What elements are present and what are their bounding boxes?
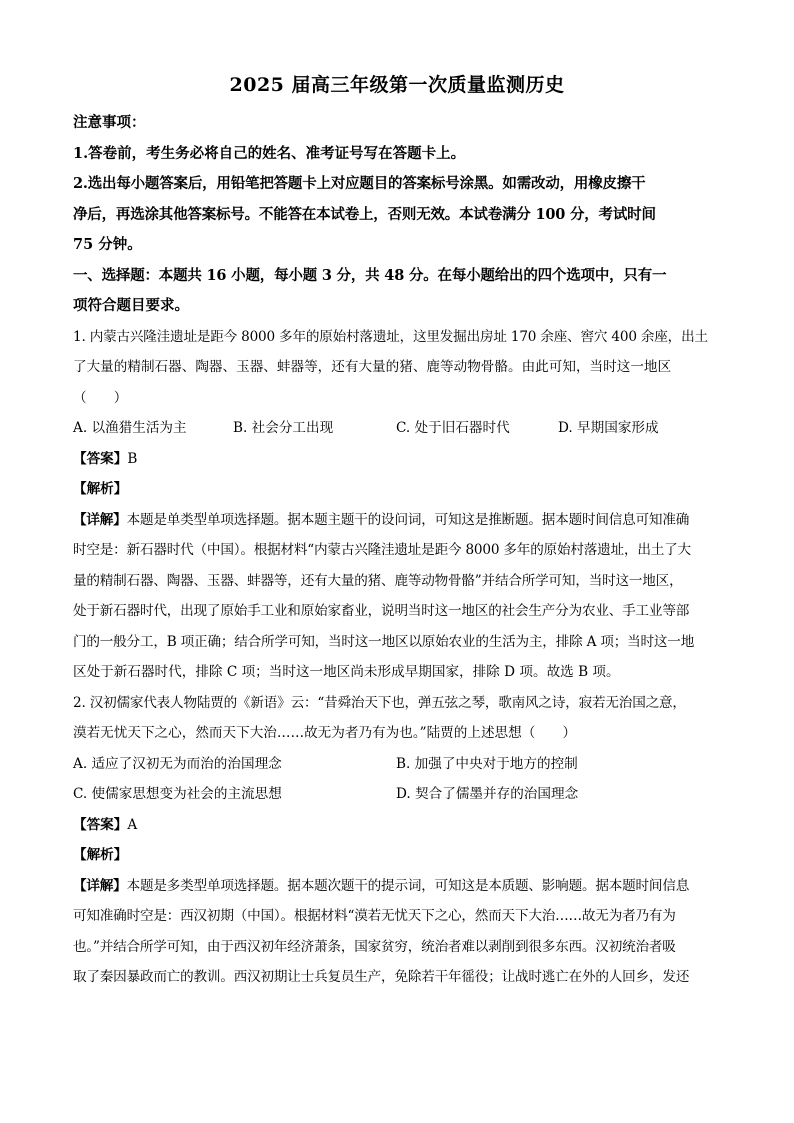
notice-item-2-line-2: 净后，再选涂其他答案标号。不能答在本试卷上，否则无效。本试卷满分 100 分，考试时间 [73,205,656,223]
q1-detail-line-1 [73,505,721,536]
q2-detail-tag: 【详解】 [73,877,127,894]
notice-item-1: 1.答卷前，考生务必将自己的姓名、准考证号写在答题卡上。 [73,144,466,162]
q1-detail-line-6: 区处于新石器时代，排除 C 项；当时这一地区尚未形成早期国家，排除 D 项。故选 B 项。 [73,664,620,680]
q1-analysis-tag: 【解析】 [73,481,128,497]
q2-stem-line-2: 漠若无忧天下之心，然而天下大治……故无为者乃有为也。”陆贾的上述思想（ ） [73,725,577,741]
q2-option-c: C. 使儒家思想变为社会的主流思想 [73,786,282,802]
q1-option-c: C. 处于旧石器时代 [396,420,510,436]
q1-option-b: B. 社会分工出现 [233,420,334,436]
q2-detail-line-3: 也。”并结合所学可知，由于西汉初年经济萧条，国家贫穷，统治者难以剥削到很多东西。汉初统治者吸 [73,938,676,955]
q2-detail-line-2: 可知准确时空是：西汉初期（中国）。根据材料“漠若无忧天下之心，然而天下大治……故无为者乃有为 [73,908,676,924]
section-heading-line-2: 项符合题目要求。 [73,297,189,314]
q1-stem-line-2: 了大量的精制石器、陶器、玉器、蚌器等，还有大量的猪、鹿等动物骨骼。由此可知，当时这一地区 [73,359,672,375]
q1-option-d: D. 早期国家形成 [558,420,659,436]
q2-option-b: B. 加强了中央对于地方的控制 [396,755,578,772]
exam-content [73,108,721,993]
q2-detail-line-4: 取了秦因暴政而亡的教训。西汉初期让士兵复员生产，免除若干年徭役；让战时逃亡在外的人回乡，发还 [73,969,690,985]
q2-answer-value: A [127,816,138,833]
q1-detail-text-1: 本题是单类型单项选择题。据本题主题干的设问词，可知这是推断题。据本题时间信息可知准确 [126,511,690,528]
section-heading-line-1: 一、选择题：本题共 16 小题，每小题 3 分，共 48 分。在每小题给出的四个选项中，只有一 [73,266,667,284]
q1-detail-line-2: 时空是：新石器时代（中国）。根据材料“内蒙古兴隆洼遗址是距今 8000 多年的原始村落遗址，出土了大 [73,542,691,558]
q2-answer [73,810,721,841]
q2-stem-line-1: 2. 汉初儒家代表人物陆贾的《新语》云：“昔舜治天下也，弹五弦之琴，歌南风之诗，寂若无治国之意， [73,694,686,711]
q1-stem-line-3: （ ） [73,389,128,406]
q1-detail-tag: 【详解】 [73,511,127,528]
q1-detail-line-4: 处于新石器时代，出现了原始手工业和原始家畜业，说明当时这一地区的社会生产分为农业、手工业等部 [73,603,690,619]
q1-detail-line-5: 门的一般分工，B 项正确；结合所学可知，当时这一地区以原始农业的生活为主，排除 A 项；当时这一地 [73,633,695,650]
q2-detail-line-1 [73,871,721,902]
q1-answer-tag: 【答案】 [73,450,128,467]
q1-options [73,413,721,444]
notice-heading: 注意事项： [73,114,146,131]
q2-options-row-1 [73,749,721,780]
page-title: 2025 届高三年级第一次质量监测历史 [229,74,565,96]
notice-item-2-line-3: 75 分钟。 [73,236,142,253]
q1-answer-value: B [127,450,138,467]
q2-answer-tag: 【答案】 [73,816,128,833]
notice-item-2-line-1: 2.选出每小题答案后，用铅笔把答题卡上对应题目的答案标号涂黑。如需改动，用橡皮擦干 [73,175,646,192]
q2-analysis-tag: 【解析】 [73,847,128,863]
q2-options-row-2 [73,779,721,810]
q2-option-a: A. 适应了汉初无为而治的治国理念 [73,755,282,772]
q1-detail-line-3: 量的精制石器、陶器、玉器、蚌器等，还有大量的猪、鹿等动物骨骼”并结合所学可知，当时这一地区， [73,572,683,589]
q1-answer [73,444,721,475]
q2-option-d: D. 契合了儒墨并存的治国理念 [396,786,579,802]
q1-stem-line-1: 1. 内蒙古兴隆洼遗址是距今 8000 多年的原始村落遗址，这里发掘出房址 170 余座、窖穴 400 余座，出土 [73,328,708,345]
q2-detail-text-1: 本题是多类型单项选择题。据本题次题干的提示词，可知这是本质题、影响题。据本题时间信息 [126,877,690,894]
q1-option-a: A. 以渔猎生活为主 [73,420,187,436]
